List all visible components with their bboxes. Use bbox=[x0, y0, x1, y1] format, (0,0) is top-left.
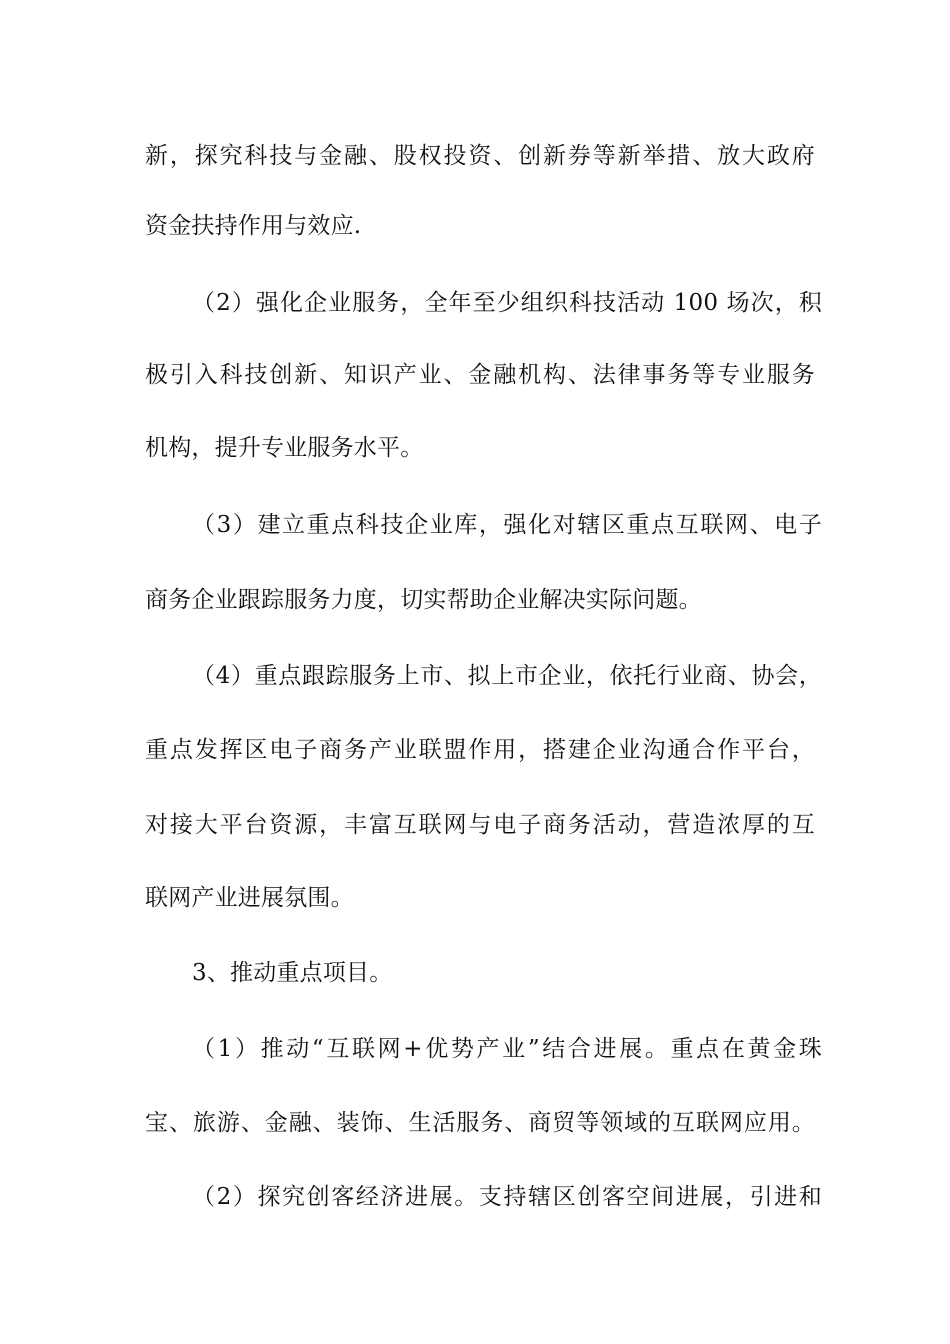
paragraph-line: 对接大平台资源，丰富互联网与电子商务活动，营造浓厚的互 bbox=[145, 812, 815, 838]
paragraph-line: 联网产业进展氛围。 bbox=[145, 885, 354, 911]
paragraph-line: 重点发挥区电子商务产业联盟作用，搭建企业沟通合作平台， bbox=[145, 737, 815, 763]
paragraph-line: 资金扶持作用与效应. bbox=[145, 213, 362, 239]
paragraph-line: 商务企业跟踪服务力度，切实帮助企业解决实际问题。 bbox=[145, 587, 702, 613]
paragraph-line: 机构，提升专业服务水平。 bbox=[145, 435, 424, 461]
paragraph-line: （3）建立重点科技企业库，强化对辖区重点互联网、电子 bbox=[192, 512, 822, 538]
paragraph-line: （2）强化企业服务，全年至少组织科技活动 100 场次，积 bbox=[192, 290, 822, 316]
paragraph-line: 极引入科技创新、知识产业、金融机构、法律事务等专业服务 bbox=[145, 362, 815, 388]
paragraph-line: （1）推动“互联网+优势产业”结合进展。重点在黄金珠 bbox=[192, 1036, 822, 1062]
paragraph-line: 新，探究科技与金融、股权投资、创新券等新举措、放大政府 bbox=[145, 143, 815, 169]
paragraph-line: （4）重点跟踪服务上市、拟上市企业，依托行业商、协会， bbox=[192, 663, 822, 689]
section-heading: 3、推动重点项目。 bbox=[192, 960, 393, 986]
paragraph-line: （2）探究创客经济进展。支持辖区创客空间进展，引进和 bbox=[192, 1184, 822, 1210]
paragraph-line: 宝、旅游、金融、装饰、生活服务、商贸等领域的互联网应用。 bbox=[145, 1110, 815, 1136]
